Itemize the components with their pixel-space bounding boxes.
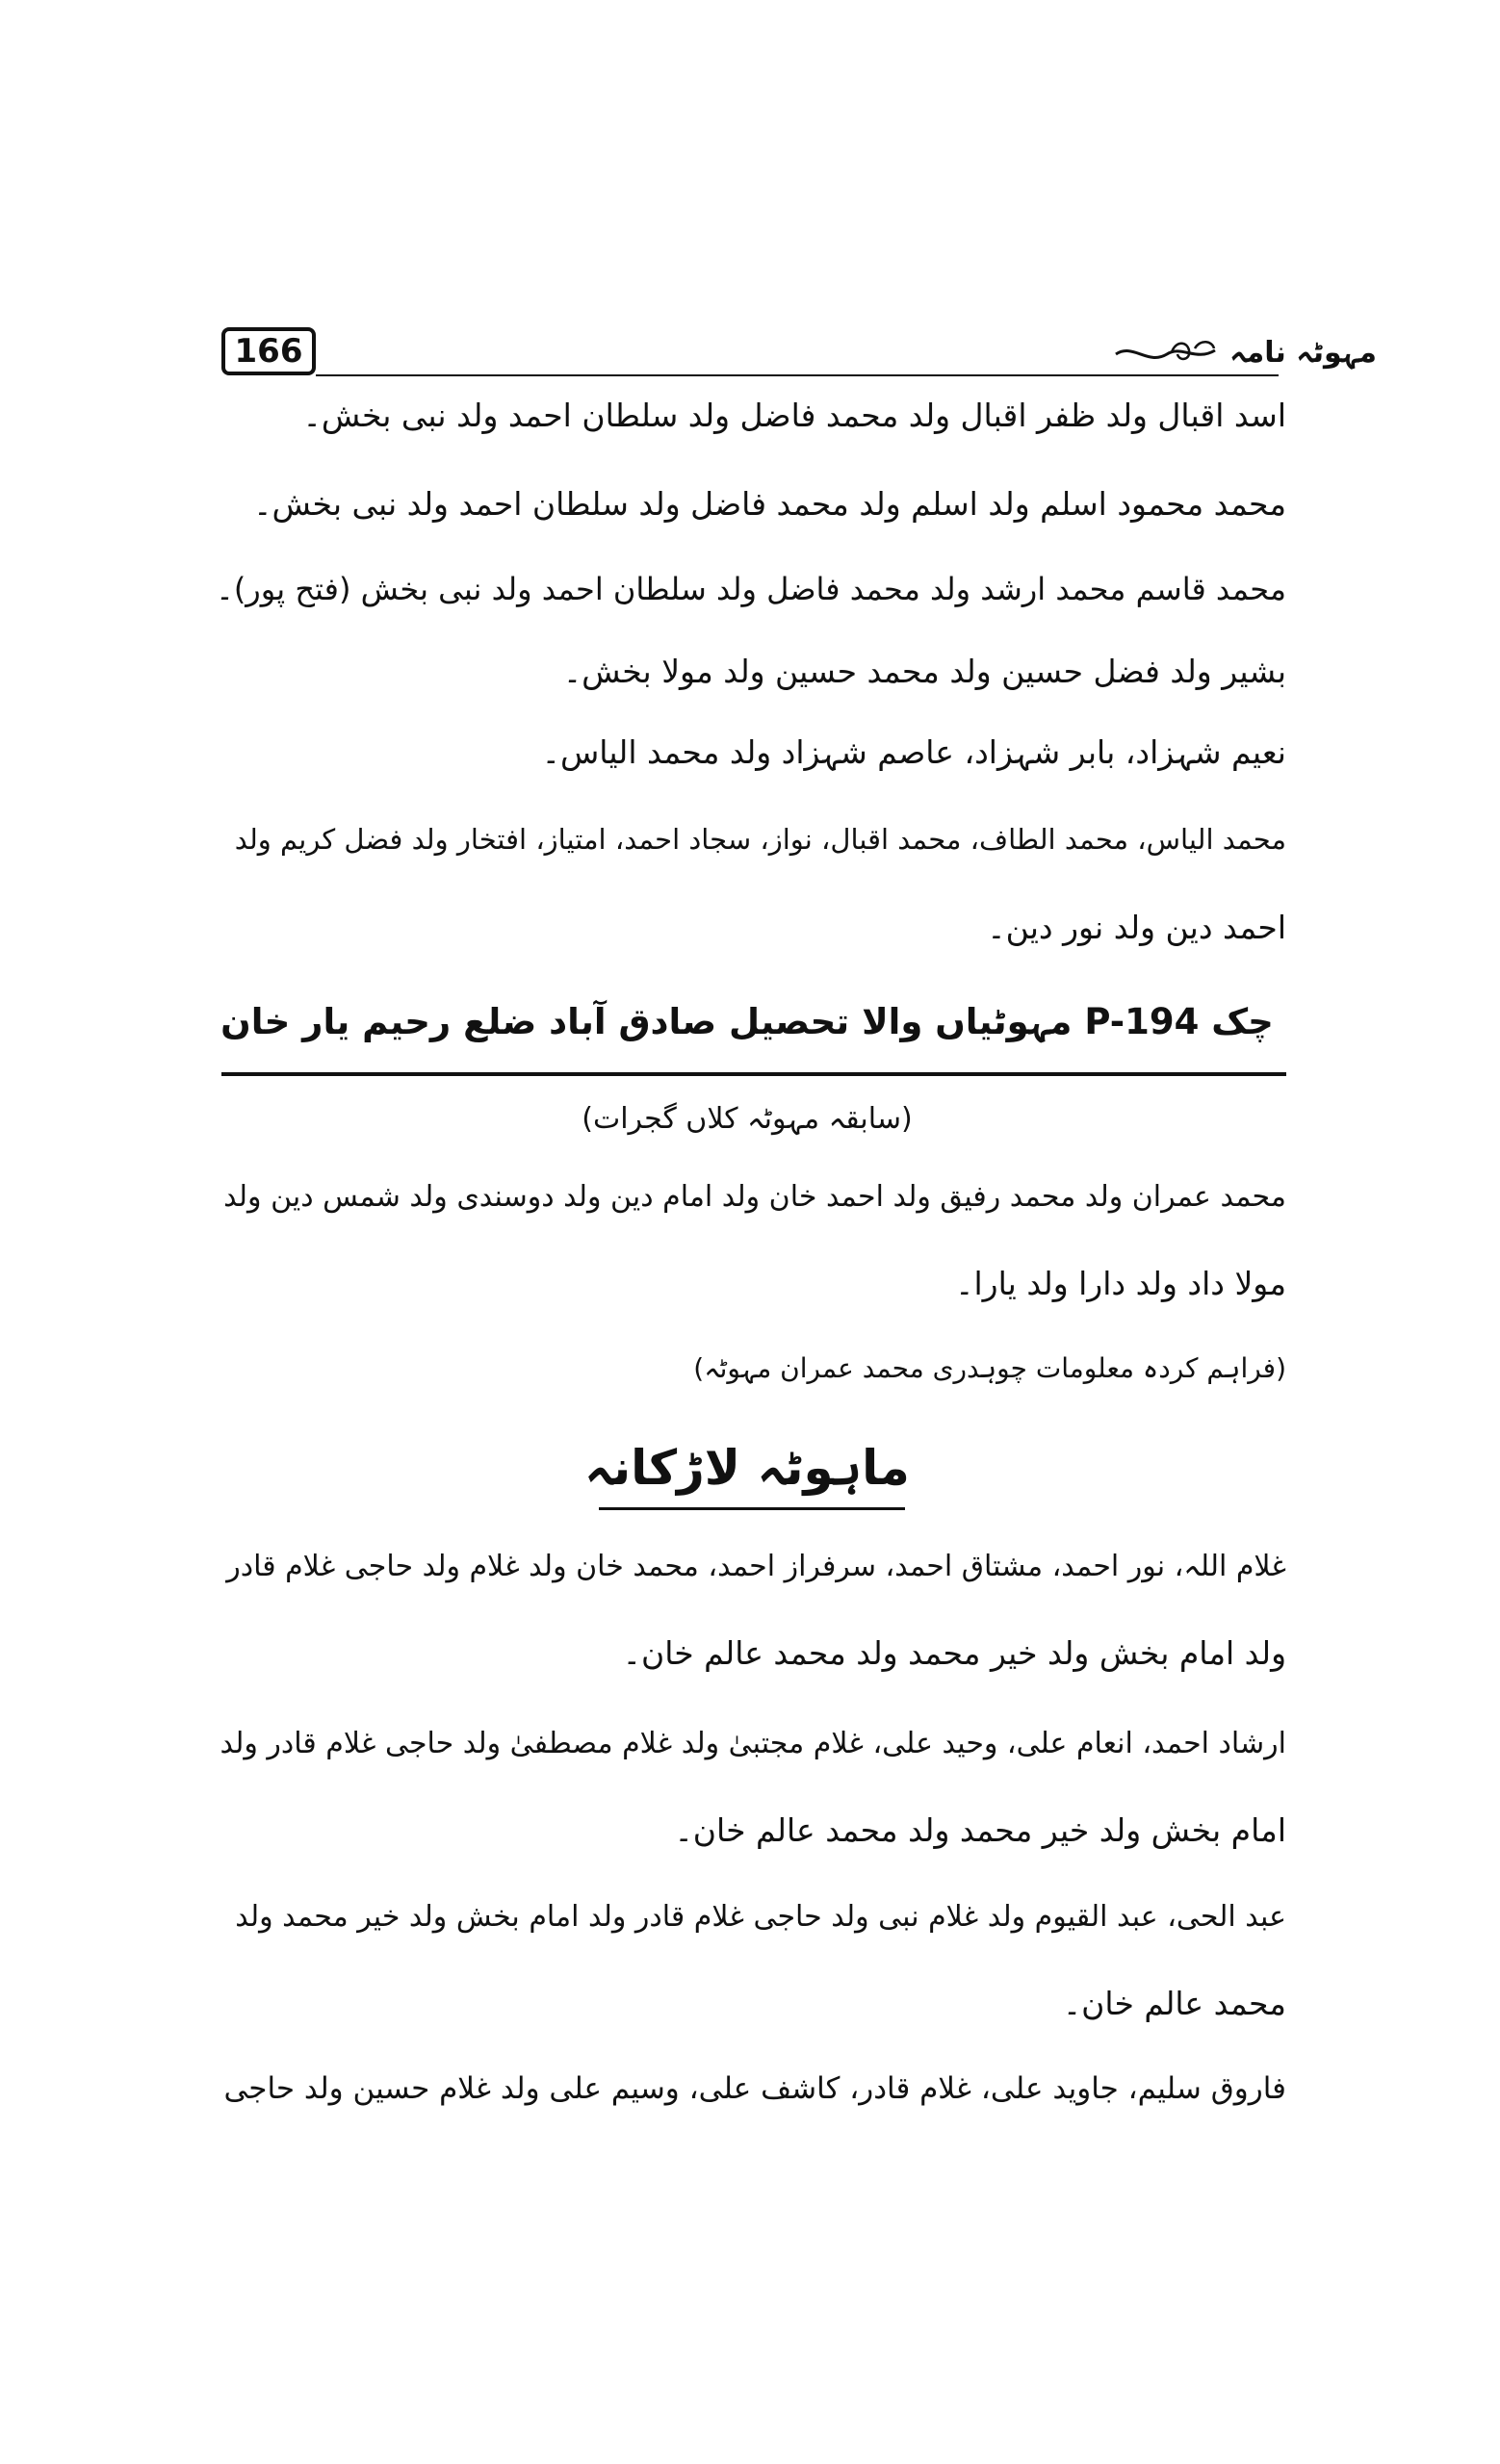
text-line: مولا داد ولد دارا ولد یارا۔ <box>955 1265 1286 1302</box>
text-line: امام بخش ولد خیر محمد ولد محمد عالم خان۔ <box>674 1811 1286 1849</box>
text-line: محمد عمران ولد محمد رفیق ولد احمد خان ولد امام دین ولد دوسندی ولد شمس دین ولد <box>223 1180 1286 1214</box>
section-heading-chak: چک P-194 مہوٹیاں والا تحصیل صادق آباد ضلع رحیم یار خان <box>220 1001 1274 1042</box>
section-heading-larkana: ماہوٹہ لاڑکانہ <box>584 1440 910 1496</box>
text-line: احمد دین ولد نور دین۔ <box>987 909 1286 946</box>
ornament-icon <box>1114 333 1220 372</box>
text-line: عبد الحی، عبد القیوم ولد غلام نبی ولد حاجی غلام قادر ولد امام بخش ولد خیر محمد ولد <box>235 1900 1286 1934</box>
source-credit: (فراہم کردہ معلومات چوہدری محمد عمران مہوٹہ) <box>693 1352 1286 1384</box>
text-line: محمد عالم خان۔ <box>1062 1985 1286 2022</box>
heading-underline <box>599 1507 905 1510</box>
text-line: ارشاد احمد، انعام علی، وحید علی، غلام مجتبیٰ ولد غلام مصطفیٰ ولد حاجی غلام قادر ولد <box>220 1727 1286 1760</box>
text-line: اسد اقبال ولد ظفر اقبال ولد محمد فاضل ولد سلطان احمد ولد نبی بخش۔ <box>302 397 1286 434</box>
book-title: مہوٹہ نامہ <box>1229 335 1377 370</box>
text-line: ولد امام بخش ولد خیر محمد ولد محمد عالم خان۔ <box>622 1634 1286 1672</box>
section-subtitle: (سابقہ مہوٹہ کلاں گجرات) <box>582 1102 913 1136</box>
text-line: نعیم شہزاد، بابر شہزاد، عاصم شہزاد ولد محمد الیاس۔ <box>541 733 1286 771</box>
text-line: محمد الیاس، محمد الطاف، محمد اقبال، نواز، سجاد احمد، امتیاز، افتخار ولد فضل کریم ولد <box>234 823 1286 856</box>
text-line: محمد قاسم محمد ارشد ولد محمد فاضل ولد سلطان احمد ولد نبی بخش (فتح پور)۔ <box>216 571 1286 607</box>
heading-underline <box>221 1072 1286 1076</box>
text-line: بشیر ولد فضل حسین ولد محمد حسین ولد مولا بخش۔ <box>562 653 1286 690</box>
text-line: غلام اللہ، نور احمد، مشتاق احمد، سرفراز احمد، محمد خان ولد غلام ولد حاجی غلام قادر <box>226 1550 1286 1583</box>
text-line: محمد محمود اسلم ولد اسلم ولد محمد فاضل ولد سلطان احمد ولد نبی بخش۔ <box>253 485 1286 523</box>
text-line: فاروق سلیم، جاوید علی، غلام قادر، کاشف علی، وسیم علی ولد غلام حسین ولد حاجی <box>223 2071 1286 2106</box>
page-number: 166 <box>221 327 316 375</box>
book-title-block <box>1069 329 1377 375</box>
